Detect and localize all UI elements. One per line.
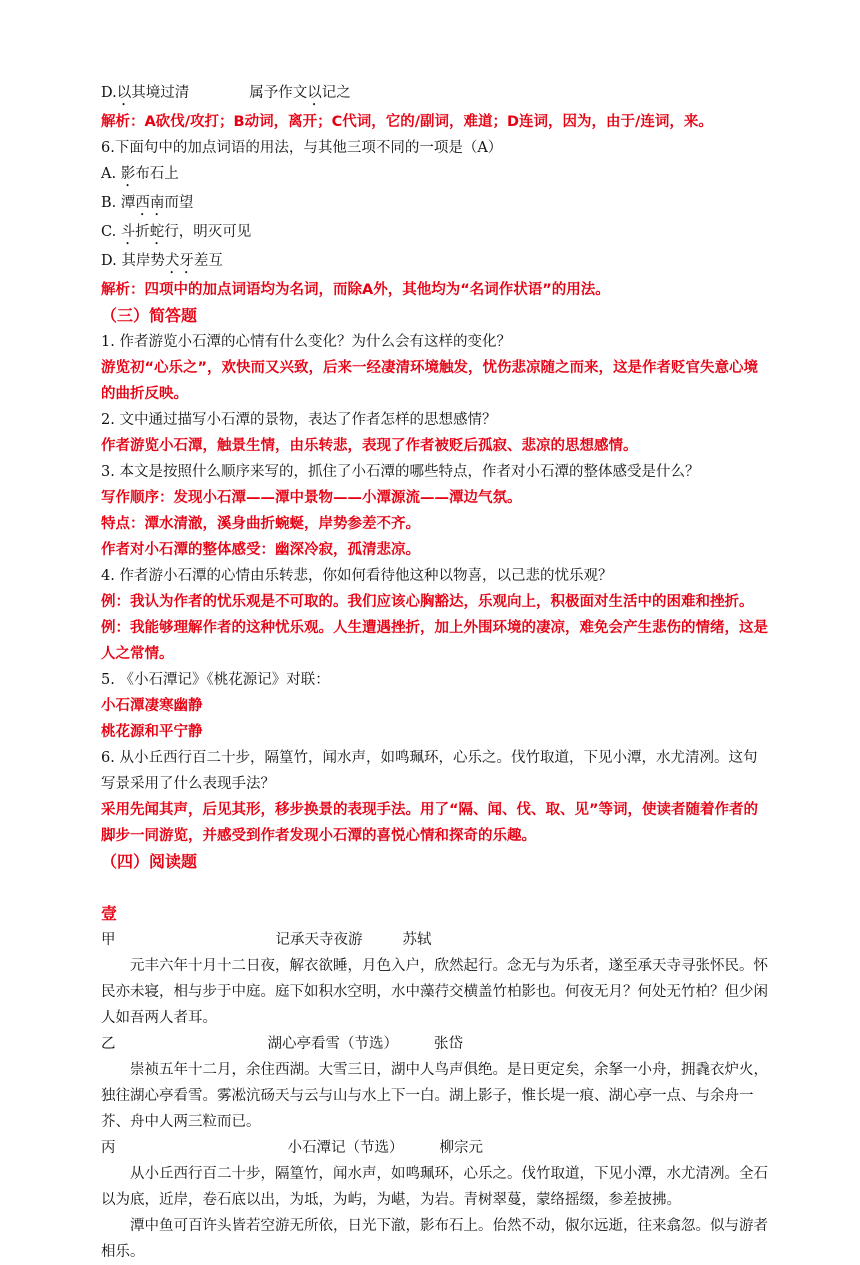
question: 6. 从小丘西行百二十步，隔篁竹，闻水声，如鸣珮环，心乐之。伐竹取道，下见小潭，水尤清冽。这句写景采用了什么表现手法？	[101, 750, 758, 792]
option-b: B. 潭西南而望	[101, 195, 194, 211]
document-page	[101, 78, 771, 1265]
question: 5. 《小石潭记》《桃花源记》对联：	[101, 672, 330, 688]
answer: 写作顺序：发现小石潭——潭中景物——小潭源流——潭边气氛。	[101, 490, 522, 506]
passage-title: 小石潭记（节选）	[287, 1140, 404, 1156]
passage-text: 元丰六年十月十二日夜，解衣欲睡，月色入户，欣然起行。念无与为乐者，遂至承天寺寻张怀民。怀民亦未寝，相与步于中庭。庭下如积水空明，水中藻荇交横盖竹柏影也。何夜无月？何处无竹柏？但少闲人如吾两人者耳。	[101, 958, 768, 1026]
option-a: A. 影布石上	[101, 166, 179, 182]
option-c: C. 斗折蛇行，明灭可见	[101, 224, 252, 240]
passage-header: 甲 记承天寺夜游 苏轼	[101, 932, 432, 948]
passage-title: 记承天寺夜游	[275, 932, 363, 948]
passage-text: 潭中鱼可百许头皆若空游无所依，日光下澈，影布石上。佁然不动，俶尔远逝，往来翕忽。似与游者相乐。	[101, 1218, 768, 1260]
answer: 桃花源和平宁静	[101, 724, 203, 740]
answer: 游览初“心乐之”，欢快而又兴致，后来一经凄清环境触发，忧伤悲凉随之而来，这是作者贬官失意心境的曲折反映。	[101, 360, 759, 402]
answer: 例：我能够理解作者的这种忧乐观。人生遭遇挫折，加上外围环境的凄凉，难免会产生悲伤的情绪，这是人之常情。	[101, 620, 768, 662]
dotted-word: 以	[116, 85, 132, 101]
passage-text: 从小丘西行百二十步，隔篁竹，闻水声，如鸣珮环，心乐之。伐竹取道，下见小潭，水尤清冽。全石以为底，近岸，卷石底以出，为坻，为屿，为嵁，为岩。青树翠蔓，蒙络摇缀，参差披拂。	[101, 1166, 768, 1208]
answer: 作者对小石潭的整体感受：幽深冷寂，孤清悲凉。	[101, 542, 420, 558]
question: 4. 作者游小石潭的心情由乐转悲，你如何看待他这种以物喜，以己悲的忧乐观？	[101, 568, 613, 584]
answer: 作者游览小石潭，触景生情，由乐转悲，表现了作者被贬后孤寂、悲凉的思想感情。	[101, 438, 638, 454]
option-d: D. 其岸势犬牙差互	[101, 253, 223, 269]
question-stem: 6.下面句中的加点词语的用法，与其他三项不同的一项是（A）	[101, 140, 503, 156]
question: 1. 作者游览小石潭的心情有什么变化？为什么会有这样的变化？	[101, 334, 511, 350]
answer-analysis: 解析：A砍伐/攻打；B动词，离开；C代词，它的/副词，难道；D连词，因为，由于/连词，来。	[101, 114, 713, 130]
passage-header: 丙 小石潭记（节选） 柳宗元	[101, 1140, 483, 1156]
answer-analysis: 解析：四项中的加点词语均为名词，而除A外，其他均为“名词作状语”的用法。	[101, 282, 610, 298]
option-d-line: D.以其境过清 属予作文以记之	[101, 85, 351, 101]
passage-text: 崇祯五年十二月，余住西湖。大雪三日，湖中人鸟声俱绝。是日更定矣，余拏一小舟，拥毳衣炉火，独往湖心亭看雪。雾凇沆砀天与云与山与水上下一白。湖上影子，惟长堤一痕、湖心亭一点、与余舟一芥、舟中人两三粒而已。	[101, 1062, 768, 1130]
passage-header: 乙 湖心亭看雪（节选） 张岱	[101, 1036, 463, 1052]
answer: 采用先闻其声，后见其形，移步换景的表现手法。用了“隔、闻、伐、取、见”等词，使读者随着作者的脚步一同游览，并感受到作者发现小石潭的喜悦心情和探奇的乐趣。	[101, 802, 759, 844]
question: 2. 文中通过描写小石潭的景物，表达了作者怎样的思想感情？	[101, 412, 497, 428]
passage-set-mark: 壹	[101, 904, 118, 923]
passage-author: 苏轼	[402, 932, 432, 948]
passage-author: 柳宗元	[439, 1140, 483, 1156]
passage-title: 湖心亭看雪（节选）	[267, 1036, 398, 1052]
section-heading: （四）阅读题	[101, 852, 198, 871]
section-heading: （三）简答题	[101, 306, 198, 325]
answer: 特点：潭水清澈，溪身曲折蜿蜒，岸势参差不齐。	[101, 516, 420, 532]
passage-author: 张岱	[434, 1036, 463, 1052]
question: 3. 本文是按照什么顺序来写的，抓住了小石潭的哪些特点，作者对小石潭的整体感受是什么？	[101, 464, 700, 480]
answer: 小石潭凄寒幽静	[101, 698, 203, 714]
dotted-word: 以	[307, 85, 322, 101]
answer: 例：我认为作者的忧乐观是不可取的。我们应该心胸豁达，乐观向上，积极面对生活中的困难和挫折。	[101, 594, 754, 610]
